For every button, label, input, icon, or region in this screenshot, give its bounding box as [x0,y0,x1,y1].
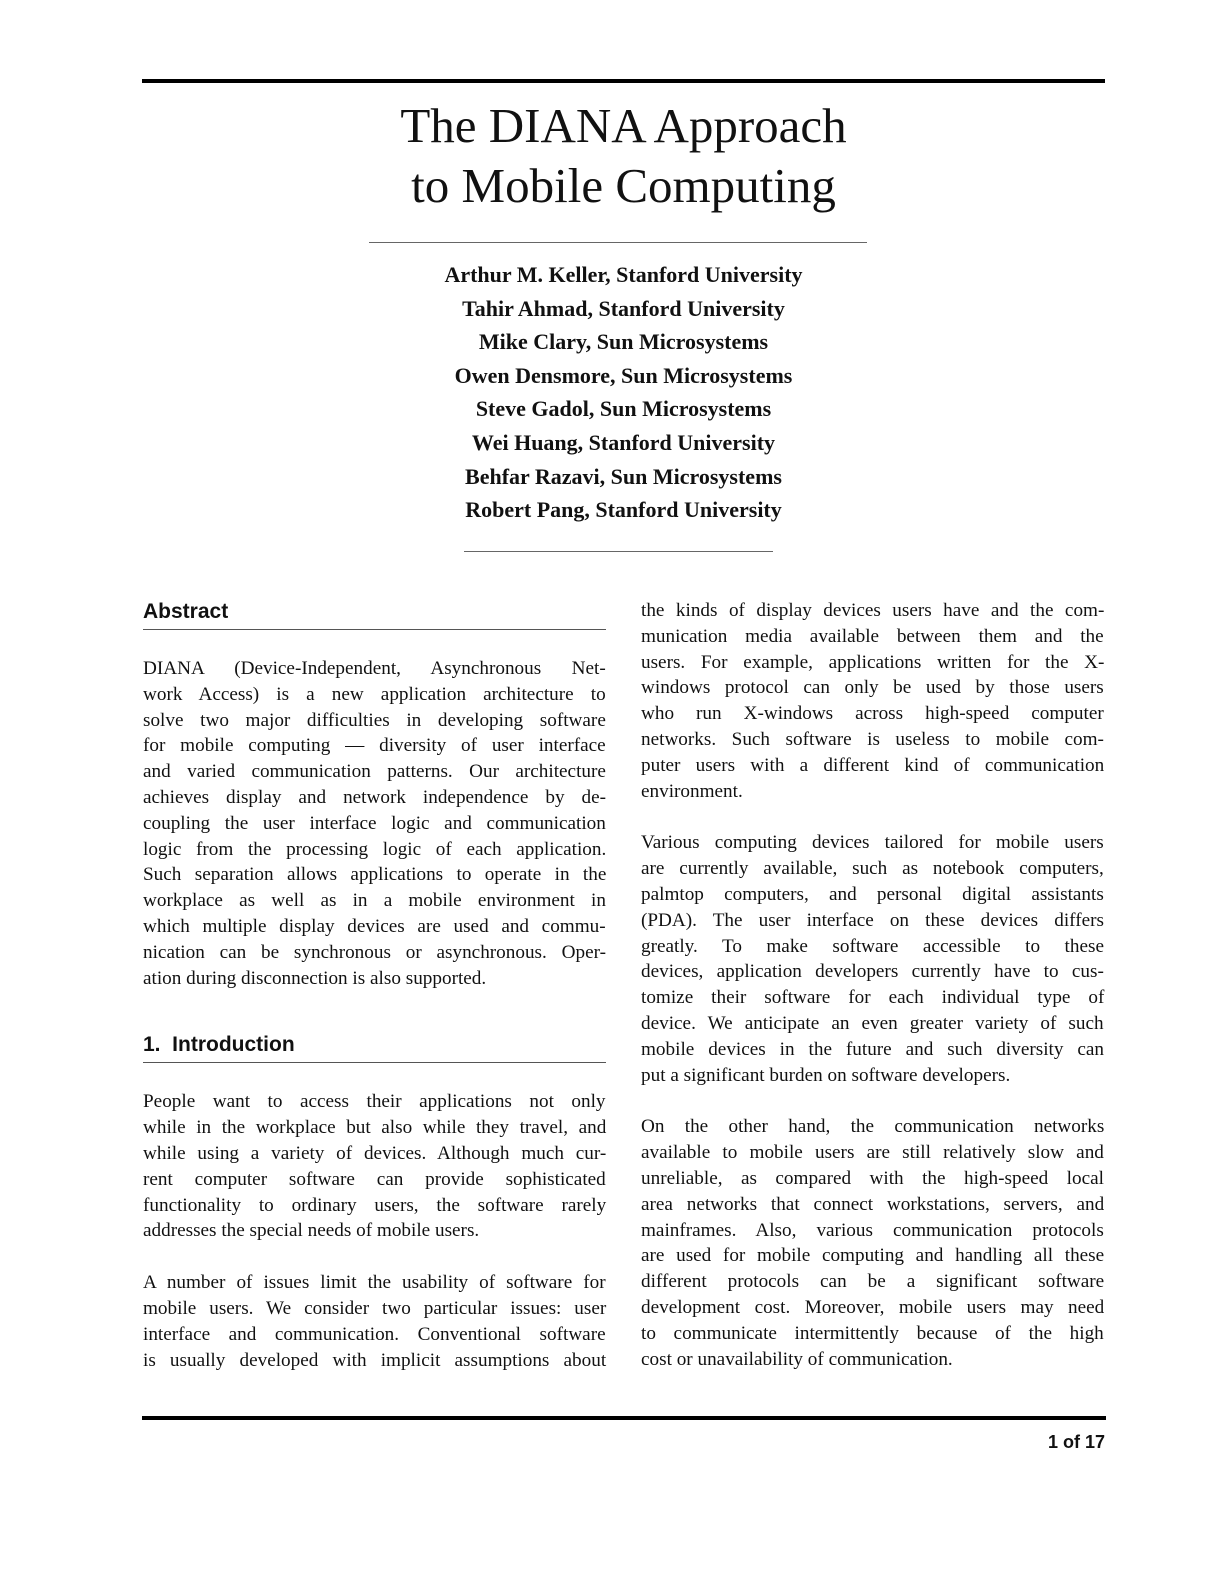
text-line: unreliable, as compared with the high-speed local [641,1167,1104,1189]
text-line: tomize their software for each individual type of [641,987,1105,1009]
author: Arthur M. Keller, Stanford University [444,262,803,287]
text-line: ation during disconnection is also supported. [143,967,487,989]
author: Behfar Razavi, Sun Microsystems [465,463,782,489]
text-line: coupling the user interface logic and communication [143,812,606,834]
text-line: cost or unavailability of communication. [641,1348,953,1370]
author: Steve Gadol, Sun Microsystems [475,396,772,422]
top-rule [142,79,1105,83]
author: Mike Clary, Sun Microsystems [478,329,769,355]
text-line: development cost. Moreover, mobile users may need [641,1296,1105,1318]
text-line: workplace as well as in a mobile environment in [143,890,606,912]
intro-paragraph-2 [143,1270,606,1373]
text-line: windows protocol can only be used by those users [641,677,1104,699]
text-line: achieves display and network independence by de- [143,786,606,808]
author: Tahir Ahmad, Stanford University [462,295,785,321]
text-line: users. For example, applications written for the X- [641,651,1105,673]
text-line: different protocols can be a significant software [641,1271,1105,1293]
text-line: who run X-windows across high-speed computer [641,703,1104,725]
text-line: interface and communication. Conventional software [143,1323,606,1345]
right-paragraph-3 [641,1114,1104,1372]
text-line: to communicate intermittently because of the high [641,1322,1104,1344]
text-line: palmtop computers, and personal digital assistants [641,883,1104,905]
text-line: environment. [641,780,743,802]
text-line: which multiple display devices are used and commu- [143,915,606,937]
text-line: functionality to ordinary users, the software rarely [143,1194,607,1216]
title-line-1: The DIANA Approach [400,98,847,153]
text-line: DIANA (Device-Independent, Asynchronous Net- [143,658,606,679]
introduction-heading: 1. Introduction [143,1031,606,1063]
text-line: while using a variety of devices. Although much cur- [143,1142,607,1164]
text-line: puter users with a different kind of communication [641,754,1105,776]
author: Owen Densmore, Sun Microsystems [454,362,793,388]
text-line: mainframes. Also, various communication protocols [641,1219,1104,1241]
text-line: work Access) is a new application architecture to [143,683,606,705]
text-line: put a significant burden on software developers. [641,1064,1011,1086]
bottom-rule [142,1416,1106,1420]
right-paragraph-2 [641,830,1104,1088]
text-line: munication media available between them and the [641,625,1104,647]
right-column [641,598,1104,1372]
left-column [143,598,606,1373]
text-line: nication can be synchronous or asynchronous. Oper- [143,941,606,963]
text-line: rent computer software can provide sophisticated [143,1168,606,1190]
paper-title [142,96,1105,216]
text-line: for mobile computing — diversity of user interface [143,735,606,757]
text-line: Such separation allows applications to operate in the [143,864,607,886]
text-line: while in the workplace but also while they travel, and [143,1117,607,1139]
right-paragraph-1 [641,598,1104,804]
text-line: available to mobile users are still relatively slow and [641,1142,1104,1164]
text-line: (PDA). The user interface on these devices differs [641,909,1104,931]
text-line: addresses the special needs of mobile users. [143,1220,480,1242]
text-line: A number of issues limit the usability of software for [143,1272,606,1294]
text-line: People want to access their applications not only [143,1091,606,1113]
text-line: device. We anticipate an even greater variety of such [641,1012,1104,1034]
title-divider [369,242,867,243]
intro-paragraph-1 [143,1089,606,1244]
text-line: are used for mobile computing and handling all these [641,1245,1105,1267]
authors-divider [464,551,773,552]
abstract-heading: Abstract [143,598,606,630]
text-line: is usually developed with implicit assumptions about [143,1349,607,1371]
page-number: 1 of 17 [1047,1432,1105,1452]
author: Wei Huang, Stanford University [471,429,776,455]
text-line: mobile users. We consider two particular issues: user [143,1297,607,1319]
text-line: devices, application developers currently have to cus- [641,961,1104,983]
text-line: On the other hand, the communication networks [641,1116,1105,1138]
text-line: networks. Such software is useless to mobile com- [641,728,1104,750]
abstract-paragraph [143,656,606,991]
text-line: and varied communication patterns. Our architecture [143,761,606,783]
text-line: solve two major difficulties in developing software [143,709,606,731]
author-list [142,258,1105,527]
text-line: the kinds of display devices users have and the com- [641,600,1105,621]
text-line: mobile devices in the future and such diversity can [641,1038,1105,1060]
title-line-2: to Mobile Computing [411,158,836,213]
author: Robert Pang, Stanford University [465,497,782,523]
text-line: area networks that connect workstations, servers, and [641,1193,1105,1215]
text-line: are currently available, such as notebook computers, [641,858,1104,880]
text-line: Various computing devices tailored for mobile users [641,832,1104,854]
text-line: logic from the processing logic of each application. [143,838,607,860]
text-line: greatly. To make software accessible to these [641,935,1104,957]
